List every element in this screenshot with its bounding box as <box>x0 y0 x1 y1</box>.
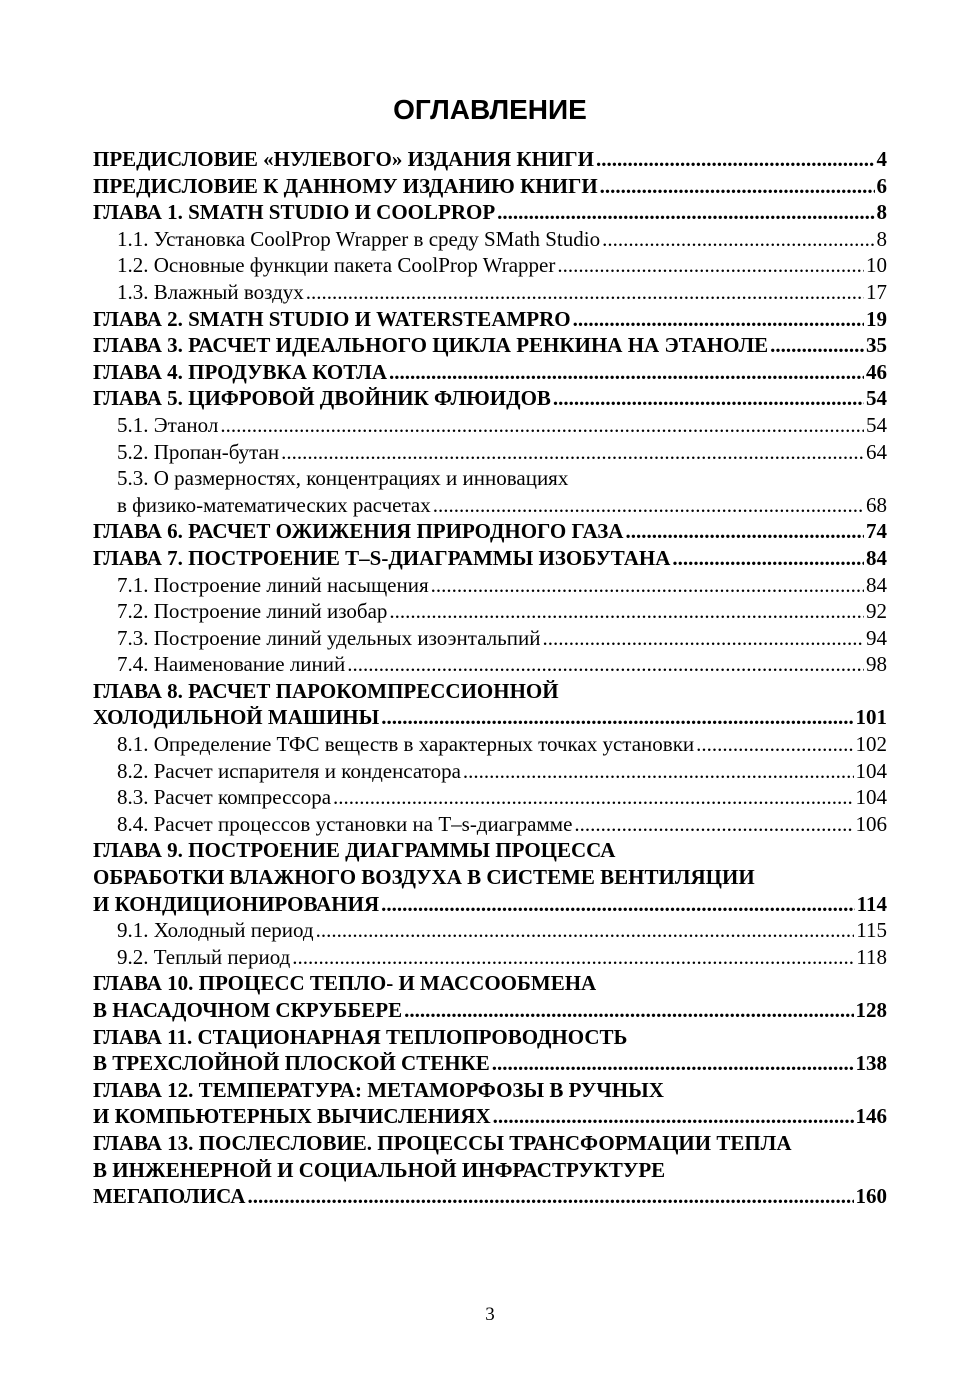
toc-entry-title: 1.1. Установка CoolProp Wrapper в среду SMath Studio <box>117 226 601 251</box>
toc-chapter-entry[interactable] <box>93 306 887 333</box>
toc-dot-leader <box>381 891 855 918</box>
toc-dot-leader <box>574 811 853 838</box>
toc-page-number: 104 <box>855 785 887 810</box>
toc-entry-title: ГЛАВА 2. SMATH STUDIO И WATERSTEAMPRO <box>93 306 571 331</box>
toc-dot-leader <box>281 439 864 466</box>
toc-chapter-entry[interactable] <box>93 997 887 1024</box>
page-number: 3 <box>485 1304 495 1325</box>
toc-chapter-entry[interactable] <box>93 678 887 705</box>
toc-page-number: 104 <box>855 758 887 783</box>
toc-section-entry[interactable] <box>93 465 887 492</box>
page-title: ОГЛАВЛЕНИЕ <box>393 94 587 125</box>
toc-entry-title: 1.2. Основные функции пакета CoolProp Wrapper <box>117 253 556 278</box>
toc-entry-title: ГЛАВА 13. ПОСЛЕСЛОВИЕ. ПРОЦЕССЫ ТРАНСФОРМАЦИИ ТЕПЛА <box>93 1130 792 1155</box>
toc-dot-leader <box>596 146 875 173</box>
toc-section-entry[interactable] <box>93 412 887 439</box>
toc-dot-leader <box>625 518 864 545</box>
toc-entry-title: 7.2. Построение линий изобар <box>117 599 388 624</box>
toc-page-number: 94 <box>866 625 887 650</box>
toc-entry-title: В НАСАДОЧНОМ СКРУББЕРЕ <box>93 998 403 1022</box>
toc-dot-leader <box>433 492 864 519</box>
toc-page-number: 74 <box>866 519 887 544</box>
toc-entry-title: ГЛАВА 4. ПРОДУВКА КОТЛА <box>93 359 388 384</box>
toc-page-number: 54 <box>866 412 887 437</box>
toc-dot-leader <box>492 1050 854 1077</box>
toc-entry-title: 7.4. Наименование линий <box>117 652 346 677</box>
toc-page-number: 6 <box>876 173 887 198</box>
toc-section-entry[interactable] <box>93 492 887 519</box>
toc-dot-leader <box>497 199 874 226</box>
toc-dot-leader <box>333 784 853 811</box>
toc-dot-leader <box>553 385 864 412</box>
toc-dot-leader <box>573 306 864 333</box>
toc-section-entry[interactable] <box>93 625 887 652</box>
toc-section-entry[interactable] <box>93 572 887 599</box>
toc-entry-title: ГЛАВА 5. ЦИФРОВОЙ ДВОЙНИК ФЛЮИДОВ <box>93 386 551 411</box>
toc-chapter-entry[interactable] <box>93 1183 887 1210</box>
toc-section-entry[interactable] <box>93 279 887 306</box>
toc-entry-title: 1.3. Влажный воздух <box>117 279 304 304</box>
toc-entry-title: 5.1. Этанол <box>117 412 219 437</box>
toc-chapter-entry[interactable] <box>93 1157 887 1184</box>
toc-chapter-entry[interactable] <box>93 1130 887 1157</box>
toc-section-entry[interactable] <box>93 917 887 944</box>
toc-dot-leader <box>463 758 854 785</box>
toc-page-number: 4 <box>876 147 887 171</box>
toc-chapter-entry[interactable] <box>93 704 887 731</box>
toc-dot-leader <box>389 359 864 386</box>
toc-page-number: 146 <box>855 1104 887 1129</box>
toc-entry-title: ГЛАВА 10. ПРОЦЕСС ТЕПЛО- И МАССООБМЕНА <box>93 971 597 996</box>
toc-entry-title: ПРЕДИСЛОВИЕ К ДАННОМУ ИЗДАНИЮ КНИГИ <box>93 173 598 198</box>
toc-entry-title: 7.3. Построение линий удельных изоэнтальпий <box>117 625 541 650</box>
toc-entry-title: В ИНЖЕНЕРНОЙ И СОЦИАЛЬНОЙ ИНФРАСТРУКТУРЕ <box>93 1157 666 1182</box>
toc-chapter-entry[interactable] <box>93 518 887 545</box>
toc-entry-title: ГЛАВА 8. РАСЧЕТ ПАРОКОМПРЕССИОННОЙ <box>93 678 559 703</box>
toc-entry-title: ГЛАВА 11. СТАЦИОНАРНАЯ ТЕПЛОПРОВОДНОСТЬ <box>93 1024 628 1049</box>
toc-entry-title: 9.2. Теплый период <box>117 944 291 969</box>
toc-dot-leader <box>306 279 864 306</box>
toc-page-number: 138 <box>855 1051 887 1076</box>
toc-entry-title: 8.1. Определение ТФС веществ в характерных точках установки <box>117 732 695 757</box>
toc-page-number: 17 <box>866 279 887 304</box>
toc-dot-leader <box>381 704 853 731</box>
toc-chapter-entry[interactable] <box>93 332 887 359</box>
toc-page-number: 35 <box>866 333 887 358</box>
toc-page-number: 98 <box>866 652 887 677</box>
toc-page-number: 101 <box>855 705 887 730</box>
toc-dot-leader <box>292 944 854 971</box>
toc-entry-title: 9.1. Холодный период <box>117 918 314 943</box>
toc-entry-title: ХОЛОДИЛЬНОЙ МАШИНЫ <box>93 705 380 730</box>
toc-dot-leader <box>316 917 855 944</box>
toc-chapter-entry[interactable] <box>93 1050 887 1077</box>
toc-entry-title: ГЛАВА 6. РАСЧЕТ ОЖИЖЕНИЯ ПРИРОДНОГО ГАЗА <box>93 519 624 544</box>
toc-chapter-entry[interactable] <box>93 199 887 226</box>
toc-page-number: 114 <box>856 891 887 916</box>
toc-page-number: 8 <box>876 226 887 251</box>
toc-entry-title: ГЛАВА 9. ПОСТРОЕНИЕ ДИАГРАММЫ ПРОЦЕССА <box>93 838 616 863</box>
toc-chapter-entry[interactable] <box>93 1077 887 1104</box>
toc-section-entry[interactable] <box>93 252 887 279</box>
toc-dot-leader <box>493 1103 854 1130</box>
toc-entry-title: 7.1. Построение линий насыщения <box>117 572 429 597</box>
toc-page-number: 102 <box>855 732 887 757</box>
toc-page-number: 92 <box>866 599 887 624</box>
toc-entry-title: И КОМПЬЮТЕРНЫХ ВЫЧИСЛЕНИЯХ <box>93 1104 491 1129</box>
toc-dot-leader <box>431 572 864 599</box>
toc-entry-title: ГЛАВА 12. ТЕМПЕРАТУРА: МЕТАМОРФОЗЫ В РУЧНЫХ <box>93 1077 664 1102</box>
toc-section-entry[interactable] <box>93 784 887 811</box>
toc-chapter-entry[interactable] <box>93 146 887 173</box>
toc-entry-title: 5.3. О размерностях, концентрациях и инновациях <box>117 466 569 491</box>
toc-section-entry[interactable] <box>93 651 887 678</box>
toc-section-entry[interactable] <box>93 226 887 253</box>
toc-chapter-entry[interactable] <box>93 385 887 412</box>
toc-dot-leader <box>696 731 853 758</box>
toc-dot-leader <box>347 651 864 678</box>
toc-chapter-entry[interactable] <box>93 1103 887 1130</box>
toc-chapter-entry[interactable] <box>93 970 887 997</box>
toc-dot-leader <box>557 252 864 279</box>
toc-section-entry[interactable] <box>93 598 887 625</box>
toc-page-number: 118 <box>856 944 887 969</box>
toc-section-entry[interactable] <box>93 944 887 971</box>
toc-entry-title: ГЛАВА 7. ПОСТРОЕНИЕ T–S-ДИАГРАММЫ ИЗОБУТАНА <box>93 545 671 570</box>
toc-page-number: 68 <box>866 492 887 517</box>
toc-entry-title: МЕГАПОЛИСА <box>93 1184 246 1209</box>
toc-page-number: 64 <box>866 439 887 464</box>
toc-dot-leader <box>389 598 864 625</box>
toc-chapter-entry[interactable] <box>93 545 887 572</box>
toc-page-number: 115 <box>856 918 887 943</box>
toc-chapter-entry[interactable] <box>93 173 887 200</box>
toc-page-number: 8 <box>876 200 887 225</box>
toc-section-entry[interactable] <box>93 439 887 466</box>
toc-page-number: 46 <box>866 359 887 384</box>
toc-dot-leader <box>602 226 874 253</box>
toc-section-entry[interactable] <box>93 811 887 838</box>
toc-chapter-entry[interactable] <box>93 359 887 386</box>
toc-entry-title: 8.4. Расчет процессов установки на T–s-диаграмме <box>117 811 573 836</box>
toc-page-number: 10 <box>866 253 887 278</box>
toc-dot-leader <box>770 332 864 359</box>
toc-section-entry[interactable] <box>93 758 887 785</box>
toc-page-number: 106 <box>855 811 887 836</box>
toc-entry-title: 8.2. Расчет испарителя и конденсатора <box>117 758 461 783</box>
toc-page-number: 54 <box>866 386 887 411</box>
toc-page-number: 128 <box>855 998 887 1022</box>
table-of-contents <box>93 146 887 1210</box>
toc-entry-title: ПРЕДИСЛОВИЕ «НУЛЕВОГО» ИЗДАНИЯ КНИГИ <box>93 147 594 171</box>
toc-dot-leader <box>404 997 853 1024</box>
toc-dot-leader <box>220 412 864 439</box>
toc-page-number: 19 <box>866 306 887 331</box>
toc-entry-title: 8.3. Расчет компрессора <box>117 785 332 810</box>
toc-chapter-entry[interactable] <box>93 837 887 864</box>
toc-entry-title: ГЛАВА 3. РАСЧЕТ ИДЕАЛЬНОГО ЦИКЛА РЕНКИНА НА ЭТАНОЛЕ <box>93 333 769 358</box>
toc-chapter-entry[interactable] <box>93 891 887 918</box>
toc-entry-title: ОБРАБОТКИ ВЛАЖНОГО ВОЗДУХА В СИСТЕМЕ ВЕНТИЛЯЦИИ <box>93 865 755 890</box>
toc-dot-leader <box>247 1183 853 1210</box>
toc-chapter-entry[interactable] <box>93 1024 887 1051</box>
toc-dot-leader <box>600 173 875 200</box>
toc-entry-title: 5.2. Пропан-бутан <box>117 439 280 464</box>
toc-entry-title: И КОНДИЦИОНИРОВАНИЯ <box>93 891 380 916</box>
toc-page-number: 84 <box>866 545 887 570</box>
toc-dot-leader <box>542 625 864 652</box>
toc-page-number: 160 <box>855 1184 887 1209</box>
toc-page-number: 84 <box>866 572 887 597</box>
toc-entry-title: В ТРЕХСЛОЙНОЙ ПЛОСКОЙ СТЕНКЕ <box>93 1051 490 1076</box>
toc-chapter-entry[interactable] <box>93 864 887 891</box>
toc-entry-title: в физико-математических расчетах <box>117 492 431 517</box>
toc-section-entry[interactable] <box>93 731 887 758</box>
toc-dot-leader <box>672 545 864 572</box>
toc-entry-title: ГЛАВА 1. SMATH STUDIO И COOLPROP <box>93 200 496 225</box>
